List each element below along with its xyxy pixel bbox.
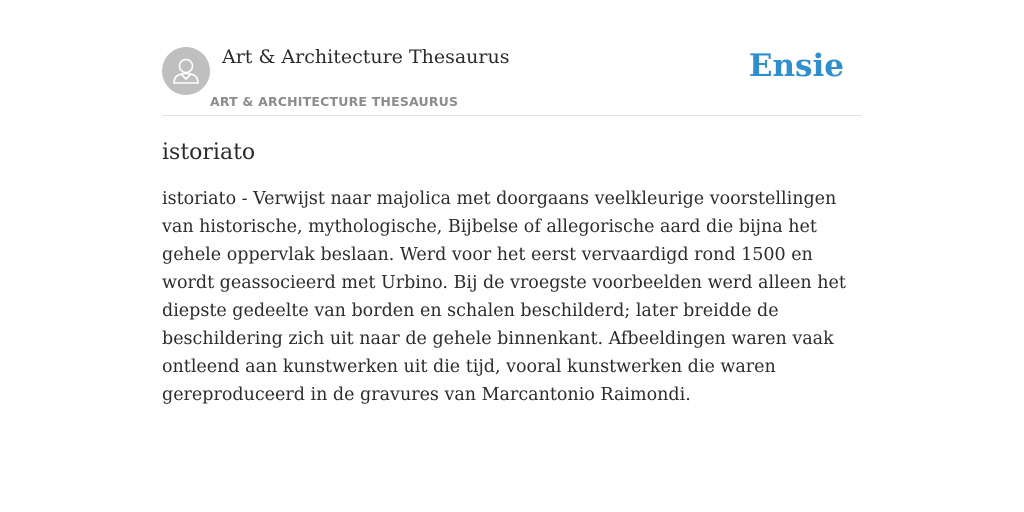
term-title: istoriato xyxy=(162,140,256,165)
definition-text: istoriato - Verwijst naar majolica met doorgaans veelkleurige voorstellingen van historische, mythologische, Bijbelse of allegorische aard die bijna het gehele oppervlak beslaan. Werd voor het eerst vervaardigd rond 1500 en wordt geassocieerd met Urbino. Bij de vroegste voorbeelden werd alleen het diepste gedeelte van borden en schalen beschilderd; later breidde de beschildering zich uit naar de gehele binnenkant. Afbeeldingen waren vaak ontleend aan kunstwerken uit die tijd, vooral kunstwerken die waren gereproduceerd in de gravures van Marcantonio Raimondi. xyxy=(162,189,846,405)
entry-card xyxy=(162,40,862,409)
source-label[interactable]: ART & ARCHITECTURE THESAURUS xyxy=(210,94,459,109)
author-name[interactable]: Art & Architecture Thesaurus xyxy=(222,46,510,68)
user-avatar-icon[interactable] xyxy=(162,47,210,95)
entry-header xyxy=(162,40,862,116)
ensie-logo[interactable]: Ensie xyxy=(748,48,844,84)
